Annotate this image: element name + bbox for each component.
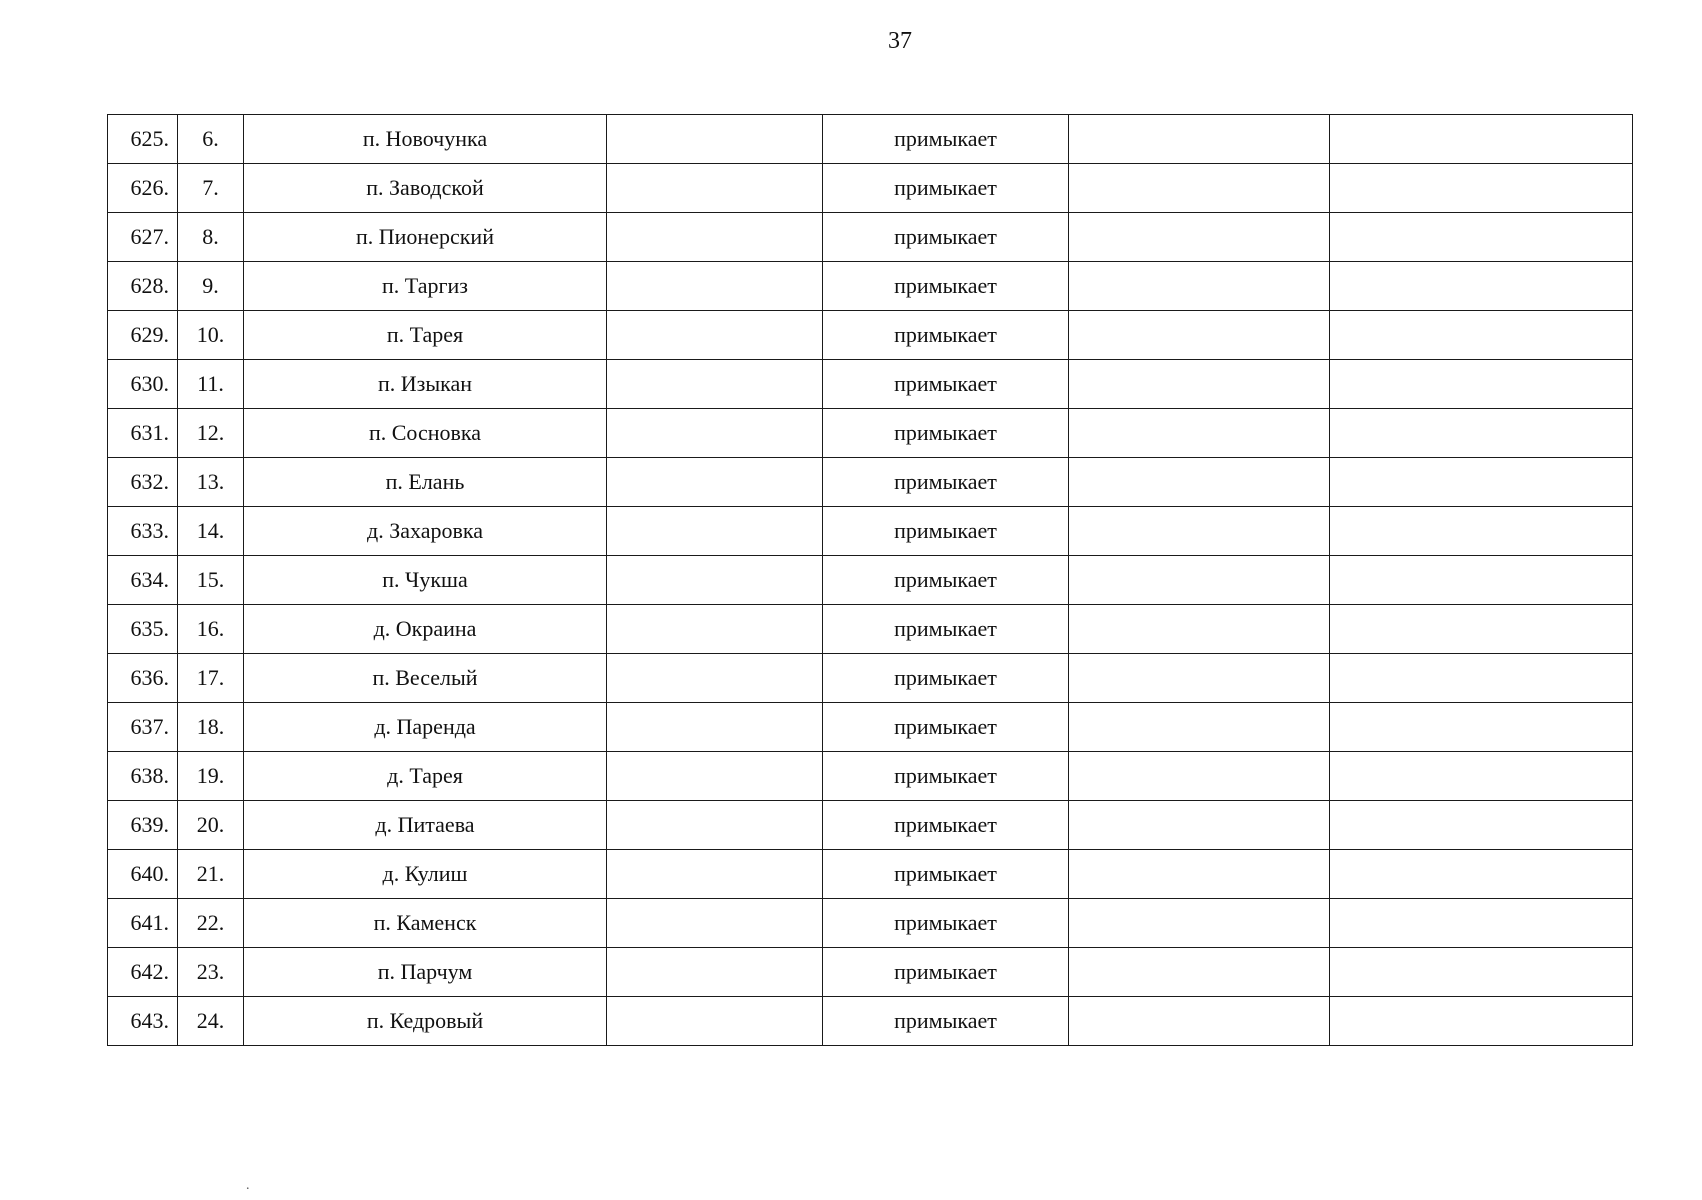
empty-cell-7 <box>1330 997 1633 1046</box>
global-number-cell: 637. <box>108 703 178 752</box>
table-row <box>108 605 1633 654</box>
empty-cell-7 <box>1330 360 1633 409</box>
empty-cell-7 <box>1330 507 1633 556</box>
empty-cell-6 <box>1069 703 1330 752</box>
settlement-name-cell: д. Кулиш <box>244 850 607 899</box>
empty-cell-7 <box>1330 654 1633 703</box>
empty-cell-6 <box>1069 409 1330 458</box>
status-cell: примыкает <box>823 409 1069 458</box>
empty-cell-6 <box>1069 164 1330 213</box>
empty-cell-4 <box>607 654 823 703</box>
local-number-cell: 12. <box>178 409 244 458</box>
local-number-cell: 20. <box>178 801 244 850</box>
global-number-cell: 636. <box>108 654 178 703</box>
status-cell: примыкает <box>823 654 1069 703</box>
empty-cell-4 <box>607 997 823 1046</box>
local-number-cell: 17. <box>178 654 244 703</box>
settlement-name-cell: п. Елань <box>244 458 607 507</box>
settlement-name-cell: п. Таргиз <box>244 262 607 311</box>
global-number-cell: 633. <box>108 507 178 556</box>
local-number-cell: 13. <box>178 458 244 507</box>
local-number-cell: 11. <box>178 360 244 409</box>
local-number-cell: 10. <box>178 311 244 360</box>
local-number-cell: 18. <box>178 703 244 752</box>
local-number-cell: 15. <box>178 556 244 605</box>
status-cell: примыкает <box>823 801 1069 850</box>
empty-cell-4 <box>607 360 823 409</box>
global-number-cell: 635. <box>108 605 178 654</box>
status-cell: примыкает <box>823 850 1069 899</box>
status-cell: примыкает <box>823 899 1069 948</box>
table-row <box>108 948 1633 997</box>
settlement-name-cell: д. Окраина <box>244 605 607 654</box>
empty-cell-4 <box>607 507 823 556</box>
status-cell: примыкает <box>823 752 1069 801</box>
empty-cell-6 <box>1069 948 1330 997</box>
empty-cell-7 <box>1330 703 1633 752</box>
settlement-name-cell: п. Чукша <box>244 556 607 605</box>
table-row <box>108 507 1633 556</box>
empty-cell-6 <box>1069 311 1330 360</box>
empty-cell-6 <box>1069 556 1330 605</box>
global-number-cell: 638. <box>108 752 178 801</box>
global-number-cell: 631. <box>108 409 178 458</box>
table-row <box>108 556 1633 605</box>
table-row <box>108 899 1633 948</box>
global-number-cell: 634. <box>108 556 178 605</box>
status-cell: примыкает <box>823 556 1069 605</box>
empty-cell-7 <box>1330 262 1633 311</box>
settlement-name-cell: д. Тарея <box>244 752 607 801</box>
empty-cell-6 <box>1069 213 1330 262</box>
empty-cell-6 <box>1069 850 1330 899</box>
status-cell: примыкает <box>823 115 1069 164</box>
settlement-name-cell: п. Пионерский <box>244 213 607 262</box>
status-cell: примыкает <box>823 703 1069 752</box>
empty-cell-4 <box>607 311 823 360</box>
table-row <box>108 752 1633 801</box>
settlement-name-cell: п. Парчум <box>244 948 607 997</box>
empty-cell-4 <box>607 409 823 458</box>
table-row <box>108 654 1633 703</box>
empty-cell-4 <box>607 164 823 213</box>
settlement-name-cell: п. Заводской <box>244 164 607 213</box>
empty-cell-4 <box>607 115 823 164</box>
empty-cell-7 <box>1330 458 1633 507</box>
table-row <box>108 164 1633 213</box>
global-number-cell: 643. <box>108 997 178 1046</box>
status-cell: примыкает <box>823 997 1069 1046</box>
global-number-cell: 629. <box>108 311 178 360</box>
empty-cell-4 <box>607 703 823 752</box>
settlement-name-cell: п. Веселый <box>244 654 607 703</box>
settlement-name-cell: п. Кедровый <box>244 997 607 1046</box>
settlement-name-cell: д. Питаева <box>244 801 607 850</box>
empty-cell-7 <box>1330 850 1633 899</box>
local-number-cell: 16. <box>178 605 244 654</box>
empty-cell-4 <box>607 948 823 997</box>
empty-cell-7 <box>1330 556 1633 605</box>
page-number: 37 <box>888 28 912 54</box>
table-row <box>108 311 1633 360</box>
empty-cell-6 <box>1069 801 1330 850</box>
table-row <box>108 850 1633 899</box>
empty-cell-7 <box>1330 311 1633 360</box>
empty-cell-7 <box>1330 605 1633 654</box>
global-number-cell: 626. <box>108 164 178 213</box>
table-row <box>108 801 1633 850</box>
empty-cell-7 <box>1330 752 1633 801</box>
empty-cell-4 <box>607 850 823 899</box>
global-number-cell: 640. <box>108 850 178 899</box>
empty-cell-7 <box>1330 409 1633 458</box>
local-number-cell: 8. <box>178 213 244 262</box>
empty-cell-7 <box>1330 213 1633 262</box>
local-number-cell: 23. <box>178 948 244 997</box>
empty-cell-7 <box>1330 899 1633 948</box>
status-cell: примыкает <box>823 360 1069 409</box>
local-number-cell: 6. <box>178 115 244 164</box>
empty-cell-4 <box>607 556 823 605</box>
empty-cell-4 <box>607 213 823 262</box>
empty-cell-6 <box>1069 605 1330 654</box>
table-row <box>108 213 1633 262</box>
status-cell: примыкает <box>823 507 1069 556</box>
status-cell: примыкает <box>823 458 1069 507</box>
settlement-name-cell: п. Новочунка <box>244 115 607 164</box>
settlement-name-cell: п. Изыкан <box>244 360 607 409</box>
settlement-name-cell: д. Паренда <box>244 703 607 752</box>
table-row <box>108 458 1633 507</box>
empty-cell-4 <box>607 801 823 850</box>
footer-mark: . <box>246 1178 250 1193</box>
empty-cell-6 <box>1069 360 1330 409</box>
local-number-cell: 9. <box>178 262 244 311</box>
empty-cell-4 <box>607 262 823 311</box>
table-row <box>108 409 1633 458</box>
table-row <box>108 703 1633 752</box>
empty-cell-4 <box>607 605 823 654</box>
global-number-cell: 639. <box>108 801 178 850</box>
empty-cell-6 <box>1069 752 1330 801</box>
settlement-name-cell: п. Сосновка <box>244 409 607 458</box>
status-cell: примыкает <box>823 948 1069 997</box>
empty-cell-6 <box>1069 507 1330 556</box>
global-number-cell: 630. <box>108 360 178 409</box>
local-number-cell: 22. <box>178 899 244 948</box>
global-number-cell: 628. <box>108 262 178 311</box>
empty-cell-6 <box>1069 654 1330 703</box>
settlement-name-cell: п. Каменск <box>244 899 607 948</box>
global-number-cell: 641. <box>108 899 178 948</box>
global-number-cell: 632. <box>108 458 178 507</box>
table-row <box>108 360 1633 409</box>
empty-cell-7 <box>1330 115 1633 164</box>
local-number-cell: 21. <box>178 850 244 899</box>
settlement-name-cell: п. Тарея <box>244 311 607 360</box>
table-row <box>108 115 1633 164</box>
table-row <box>108 262 1633 311</box>
empty-cell-6 <box>1069 997 1330 1046</box>
status-cell: примыкает <box>823 262 1069 311</box>
empty-cell-7 <box>1330 164 1633 213</box>
empty-cell-6 <box>1069 115 1330 164</box>
settlements-table <box>107 114 1633 1046</box>
empty-cell-4 <box>607 458 823 507</box>
empty-cell-4 <box>607 899 823 948</box>
empty-cell-6 <box>1069 262 1330 311</box>
table-body <box>108 115 1633 1046</box>
status-cell: примыкает <box>823 605 1069 654</box>
empty-cell-7 <box>1330 948 1633 997</box>
settlement-name-cell: д. Захаровка <box>244 507 607 556</box>
empty-cell-7 <box>1330 801 1633 850</box>
status-cell: примыкает <box>823 213 1069 262</box>
status-cell: примыкает <box>823 311 1069 360</box>
global-number-cell: 625. <box>108 115 178 164</box>
local-number-cell: 7. <box>178 164 244 213</box>
global-number-cell: 642. <box>108 948 178 997</box>
empty-cell-6 <box>1069 458 1330 507</box>
table-row <box>108 997 1633 1046</box>
local-number-cell: 19. <box>178 752 244 801</box>
status-cell: примыкает <box>823 164 1069 213</box>
empty-cell-4 <box>607 752 823 801</box>
local-number-cell: 24. <box>178 997 244 1046</box>
local-number-cell: 14. <box>178 507 244 556</box>
global-number-cell: 627. <box>108 213 178 262</box>
empty-cell-6 <box>1069 899 1330 948</box>
